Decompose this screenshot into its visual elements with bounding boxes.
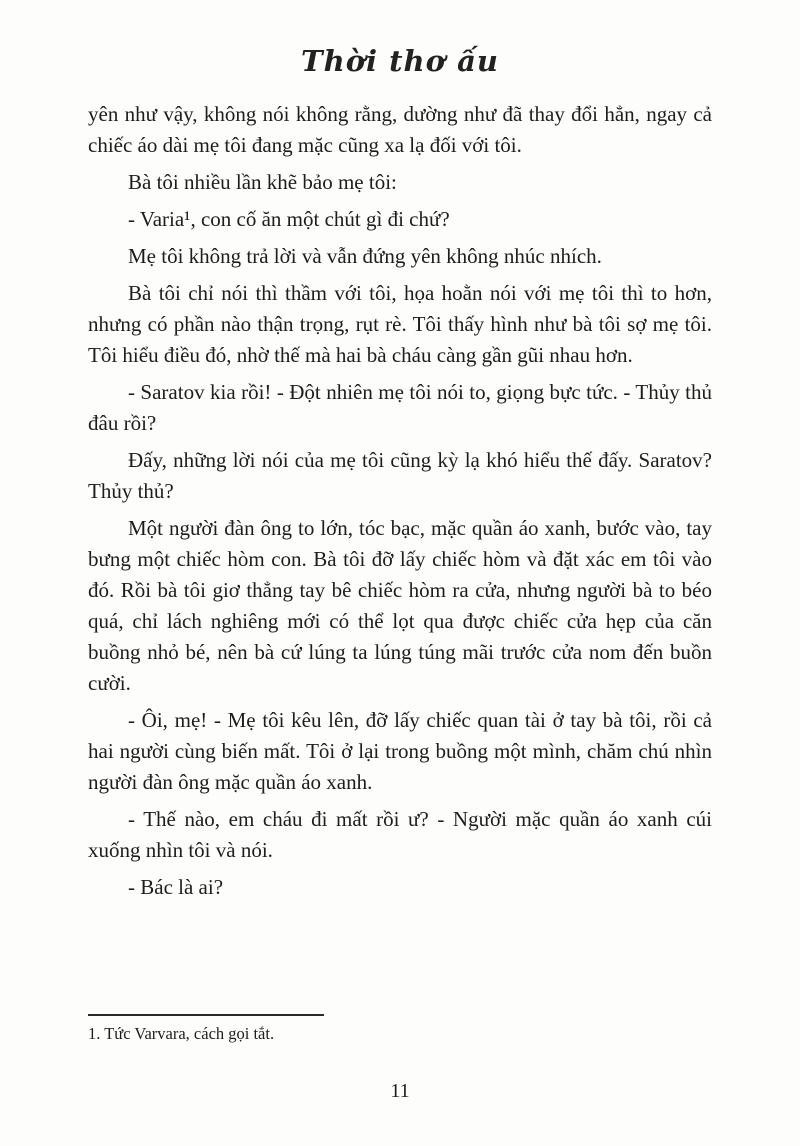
footnote: [88, 1014, 712, 1044]
paragraph: Mẹ tôi không trả lời và vẫn đứng yên không nhúc nhích.: [128, 244, 602, 268]
paragraph: Một người đàn ông to lớn, tóc bạc, mặc quần áo xanh, bước vào, tay bưng một chiếc hòm con. Bà tôi đỡ lấy chiếc hòm và đặt xác em tôi vào đó. Rồi bà tôi giơ thẳng tay bê chiếc hòm ra cửa, nhưng người bà to béo quá, chỉ lách nghiêng mới có thể lọt qua được chiếc cửa hẹp của căn buồng nhỏ bé, nên bà cứ lúng ta lúng túng mãi trước cửa nom đến buồn cười.: [88, 516, 712, 695]
chapter-title: Thời thơ ấu: [301, 44, 499, 78]
paragraph-dialogue: - Bác là ai?: [128, 875, 224, 899]
paragraph-dialogue: - Saratov kia rồi! - Đột nhiên mẹ tôi nói to, giọng bực tức. - Thủy thủ đâu rồi?: [88, 380, 712, 435]
paragraph-dialogue: - Varia¹, con cố ăn một chút gì đi chứ?: [128, 207, 450, 231]
page-number: 11: [390, 1080, 410, 1102]
paragraph: yên như vậy, không nói không rằng, dường như đã thay đổi hẳn, ngay cả chiếc áo dài mẹ tôi đang mặc cũng xa lạ đối với tôi.: [88, 102, 712, 157]
paragraph-dialogue: - Ôi, mẹ! - Mẹ tôi kêu lên, đỡ lấy chiếc quan tài ở tay bà tôi, rồi cả hai người cùng biến mất. Tôi ở lại trong buồng một mình, chăm chú nhìn người đàn ông mặc quần áo xanh.: [88, 708, 712, 794]
paragraph: Đấy, những lời nói của mẹ tôi cũng kỳ lạ khó hiểu thế đấy. Saratov? Thủy thủ?: [88, 448, 712, 503]
running-header: [0, 0, 800, 78]
paragraph-dialogue: - Thế nào, em cháu đi mất rồi ư? - Người mặc quần áo xanh cúi xuống nhìn tôi và nói.: [88, 807, 712, 862]
paragraph: Bà tôi chỉ nói thì thầm với tôi, họa hoằn nói với mẹ tôi thì to hơn, nhưng có phần nào thận trọng, rụt rè. Tôi thấy hình như bà tôi sợ mẹ tôi. Tôi hiểu điều đó, nhờ thế mà hai bà cháu càng gần gũi nhau hơn.: [88, 281, 712, 367]
footnote-divider: [88, 1014, 324, 1016]
footnote-text: 1. Tức Varvara, cách gọi tắt.: [88, 1024, 275, 1043]
body-text: [0, 78, 800, 903]
paragraph: Bà tôi nhiều lần khẽ bảo mẹ tôi:: [128, 170, 397, 194]
